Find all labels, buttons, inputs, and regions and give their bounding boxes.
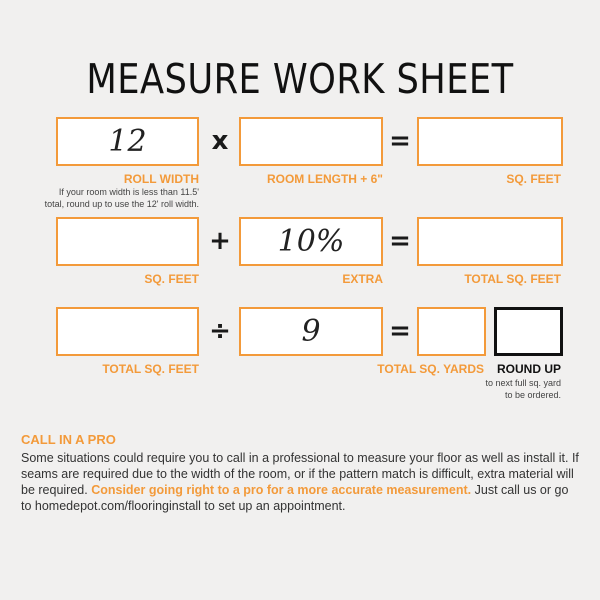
call-pro-text (21, 450, 581, 514)
call-pro-text-after: Just call us or go to homedepot.com/flooringinstall to set up an appointment. (21, 483, 569, 513)
divisor-value: 9 (301, 314, 321, 349)
label-total-sq-feet-row3: TOTAL SQ. FEET (102, 362, 199, 376)
call-pro-text-before: Some situations could require you to call in a professional to measure your floor as well as install it. If seams are required due to the width of the room, or if the pattern match is difficult, extra material will be required. (21, 451, 579, 497)
sq-feet-box-row2[interactable] (56, 217, 199, 266)
roll-width-value: 12 (108, 124, 147, 159)
roll-width-note (45, 186, 199, 210)
roll-width-note-line2: total, round up to use the 12' roll width. (44, 199, 199, 209)
label-sq-feet-row1: SQ. FEET (506, 172, 561, 186)
label-room-length: ROOM LENGTH + 6" (266, 172, 383, 186)
roll-width-note-line1: If your room width is less than 11.5' (58, 187, 199, 197)
total-sq-feet-box-row3[interactable] (56, 307, 199, 356)
label-extra: EXTRA (342, 272, 383, 286)
label-round-up: ROUND UP (496, 362, 561, 376)
label-sq-feet-row2: SQ. FEET (144, 272, 199, 286)
sq-yards-box[interactable] (417, 307, 486, 356)
equals-operator-row1: = (389, 126, 411, 156)
divide-operator: ÷ (209, 316, 231, 346)
call-pro-heading: CALL IN A PRO (21, 432, 116, 447)
label-total-sq-feet-row2: TOTAL SQ. FEET (464, 272, 561, 286)
plus-operator: + (209, 226, 231, 256)
call-pro-highlight: Consider going right to a pro for a more accurate measurement. (91, 483, 472, 497)
extra-box[interactable] (239, 217, 383, 266)
round-up-note-line1: to next full sq. yard (485, 378, 561, 388)
page-title: MEASURE WORK SHEET (86, 55, 514, 103)
room-length-box[interactable] (239, 117, 383, 166)
equals-operator-row2: = (389, 226, 411, 256)
equals-operator-row3: = (389, 316, 411, 346)
round-up-box[interactable] (494, 307, 563, 356)
sq-feet-box-row1[interactable] (417, 117, 563, 166)
label-roll-width: ROLL WIDTH (123, 172, 199, 186)
multiply-operator: x (211, 126, 229, 156)
divisor-box[interactable] (239, 307, 383, 356)
extra-value: 10% (277, 224, 345, 259)
round-up-note-line2: to be ordered. (504, 390, 561, 400)
roll-width-box[interactable] (56, 117, 199, 166)
total-sq-feet-box-row2[interactable] (417, 217, 563, 266)
round-up-note (485, 377, 561, 401)
label-total-sq-yards: TOTAL SQ. YARDS (377, 362, 484, 376)
